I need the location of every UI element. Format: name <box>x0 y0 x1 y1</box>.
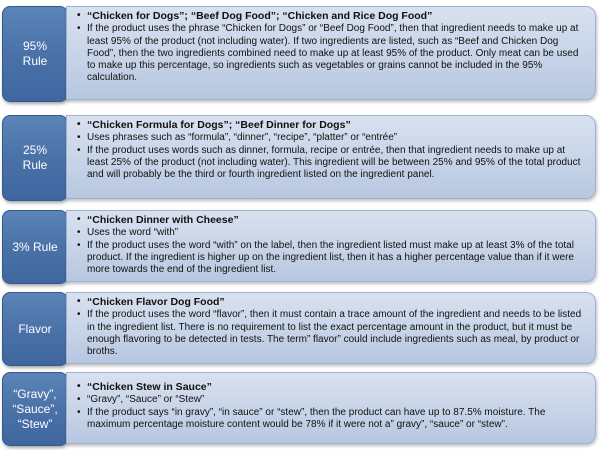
rule-heading: • “Chicken for Dogs”; “Beef Dog Food”; “Chicken and Rice Dog Food” <box>77 10 587 22</box>
rule-label <box>2 372 68 446</box>
rule-bullet: • Uses phrases such as “formula”, “dinner”, “recipe”, “platter” or “entrée” <box>77 132 587 144</box>
rule-label-text: Flavor <box>18 321 52 336</box>
rule-bullet: • If the product uses words such as dinner, formula, recipe or entrée, then that ingredient needs to make up at least 25% of the product (not including water). This ingredient will be between 25% and 95% of the total product and will probably be the third or fourth ingredient listed on the ingredient panel. <box>77 145 587 182</box>
rule-bullet-list <box>77 119 587 181</box>
rule-content <box>66 115 596 199</box>
rule-content <box>66 6 596 100</box>
rule-heading: • “Chicken Formula for Dogs”; “Beef Dinner for Dogs” <box>77 119 587 131</box>
rule-bullet-list <box>77 381 587 431</box>
rule-content <box>66 210 596 282</box>
rule-heading: • “Chicken Flavor Dog Food” <box>77 296 587 308</box>
rule-heading: • “Chicken Stew in Sauce” <box>77 381 587 393</box>
rule-bullet: • “Gravy”, “Sauce” or “Stew” <box>77 394 587 406</box>
rule-bullet: • If the product uses the phrase “Chicken for Dogs” or “Beef Dog Food”, then that ingredient needs to make up at least 95% of the product (not including water). If two ingredients are listed, such as “Beef and Chicken Dog Food”, then the two ingredients combined need to make up at least 95% of the product. Only meat can be used to make up this percentage, so ingredients such as vegetables or grains cannot be included in the 95% calculation. <box>77 23 587 84</box>
rule-label-text: 3% Rule <box>12 239 58 254</box>
rule-label-text: “Gravy”, “Sauce”, “Stew” <box>12 386 58 431</box>
rule-bullet-list <box>77 214 587 276</box>
rule-label-text: 25% Rule <box>22 143 48 172</box>
rule-bullet: • If the product uses the word “flavor”, then it must contain a trace amount of the ingredient and needs to be listed in the ingredient list. There is no requirement to list the exact percentage amount in the product, but it must be enough flavoring to be detected in tests. The term” flavor” could include ingredients such as meal, by product or broths. <box>77 309 587 358</box>
rule-label-text: 95% Rule <box>22 39 48 68</box>
rule-label <box>2 6 68 102</box>
rule-heading: • “Chicken Dinner with Cheese” <box>77 214 587 226</box>
rule-label <box>2 292 68 366</box>
rule-label <box>2 210 68 284</box>
rule-label <box>2 115 68 201</box>
rule-bullet: • If the product uses the word “with” on the label, then the ingredient listed must make up at least 3% of the total product. If the ingredient is higher up on the ingredient list, then it has a higher percentage value than if it were more towards the end of the ingredient list. <box>77 240 587 277</box>
rule-bullet-list <box>77 10 587 85</box>
rule-bullet: • If the product says “in gravy”, “in sauce” or “stew”, then the product can have up to 87.5% moisture. The maximum percentage moisture content would be 78% if it were not a” gravy”, “sauce” or “stew”. <box>77 407 587 432</box>
rule-bullet: • Uses the word “with” <box>77 227 587 239</box>
rule-content <box>66 292 596 364</box>
rule-content <box>66 372 596 444</box>
rule-bullet-list <box>77 296 587 358</box>
